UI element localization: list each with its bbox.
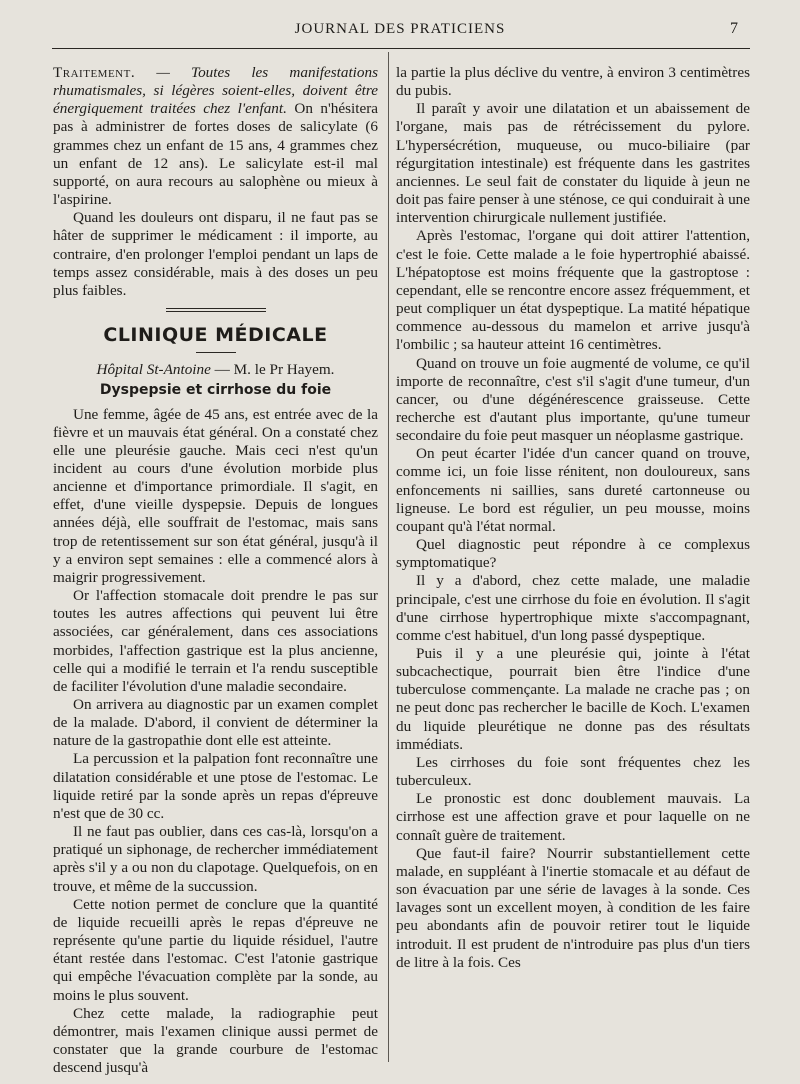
heading-rule bbox=[196, 352, 236, 353]
section-separator bbox=[166, 308, 266, 312]
section-heading: CLINIQUE MÉDICALE bbox=[103, 324, 328, 347]
paragraph: Chez cette malade, la radiographie peut démontrer, mais l'examen clinique aussi permet de constater que la grande courbure de l'estomac descend jusqu'à bbox=[53, 1004, 378, 1077]
page-number: 7 bbox=[730, 20, 738, 37]
paragraph: Cette notion permet de conclure que la quantité de liquide recueilli après le repas d'épreuve ne représente qu'une partie du liquide résiduel, l'autre étant restée dans l'estomac. C'est l'atonie gastrique qui empêche l'évacuation complète par la sonde, au moins le plus souvent. bbox=[53, 895, 378, 1004]
paragraph: Le pronostic est donc doublement mauvais. La cirrhose est une affection grave et pour laquelle on ne connaît guère de traitement. bbox=[396, 790, 750, 844]
paragraph: Que faut-il faire? Nourrir substantiellement cette malade, en suppléant à l'inertie stomacale et au défaut de son évacuation par une série de lavages à la sonde. Ces lavages sont un excellent moyen, à condition de les faire peu abondants afin de pouvoir retirer tout le liquide introduit. Il est prudent de n'introduire pas plus d'un tiers de litre à la fois. Ces bbox=[396, 844, 750, 971]
hospital-line bbox=[53, 361, 378, 379]
paragraph: Les cirrhoses du foie sont fréquentes chez les tuberculeux. bbox=[396, 753, 750, 790]
traitement-paragraph bbox=[53, 64, 378, 209]
hospital-name: Hôpital St-Antoine bbox=[96, 361, 211, 379]
traitement-label: Traitement. bbox=[53, 64, 136, 81]
traitement-italic: — Toutes les manifestations rhumatismales, si légères soient-elles, doivent être énergiquement traitées chez l'enfant. bbox=[53, 64, 378, 118]
paragraph: Quand les douleurs ont disparu, il ne faut pas se hâter de supprimer le médicament : il importe, au contraire, d'en prolonger l'emploi pendant un laps de temps assez considérable, mais à des doses un peu plus faibles. bbox=[53, 209, 378, 299]
column-divider bbox=[388, 52, 389, 1062]
running-head bbox=[0, 18, 800, 44]
paragraph: Il paraît y avoir une dilatation et un abaissement de l'organe, mais pas de rétrécissement du pylore. L'hypersécrétion, muqueuse, ou muco-biliaire (par régurgitation intestinale) est fréquente dans les gastrites anciennes. Le seul fait de constater du liquide à jeun ne doit pas faire penser à une sténose, ce qui conduirait à une intervention chirurgicale nullement justifiée. bbox=[396, 100, 750, 227]
left-column bbox=[53, 64, 378, 1077]
paragraph: On peut écarter l'idée d'un cancer quand on trouve, comme ici, un foie lisse rénitent, non douloureux, sans enfoncements ni saillies, sans dureté cartonneuse ou ligneuse. Le bord est régulier, un peu mousse, moins coupant qu'à l'état normal. bbox=[396, 445, 750, 535]
paragraph: Puis il y a une pleurésie qui, jointe à l'état subcachectique, pourrait bien être l'indice d'une tuberculose commençante. La malade ne crache pas ; on ne peut donc pas rechercher le bacille de Koch. L'examen du liquide pleurétique ne donne pas des résultats immédiats. bbox=[396, 645, 750, 753]
paragraph: Une femme, âgée de 45 ans, est entrée avec de la fièvre et un mauvais état général. On a constaté chez elle une pleurésie gauche. Mais ceci n'est qu'un incident au cours d'une évolution morbide plus ancienne et d'importance primordiale. Il s'agit, en effet, d'une vieille dyspepsie. Depuis de longues années déjà, elle souffrait de l'estomac, mais sans trop de retentissement sur son état général, jusqu'à il y a environ sept semaines : elle a commencé alors à maigrir progressivement. bbox=[53, 405, 378, 586]
article-title: Dyspepsie et cirrhose du foie bbox=[99, 382, 332, 399]
paragraph: Il ne faut pas oublier, dans ces cas-là, lorsqu'on a pratiqué un siphonage, de rechercher immédiatement après s'il y a ou non du clapotage. Quelquefois, on en trouve, et même de la succussion. bbox=[53, 823, 378, 895]
paragraph: La percussion et la palpation font reconnaître une dilatation considérable et une ptose de l'estomac. Le liquide retiré par la sonde après un repas d'épreuve n'est que de 30 cc. bbox=[53, 750, 378, 822]
header-rule bbox=[52, 48, 750, 49]
traitement-text: On n'hésitera pas à administrer de fortes doses de salicylate (6 grammes chez un enfant de 15 ans, 4 grammes chez un enfant de 12 ans). Le salicylate est-il mal supporté, on aura recours au salophène ou mieux à l'aspirine. bbox=[53, 100, 378, 209]
paragraph: Quand on trouve un foie augmenté de volume, ce qu'il importe de reconnaître, c'est s'il s'agit d'une tumeur, d'un cancer, ou d'une dégénérescence graisseuse. Cette recherche est d'autant plus importante, qu'une tumeur secondaire du foie peut masquer un néoplasme gastrique. bbox=[396, 354, 750, 445]
paragraph-continued: la partie la plus déclive du ventre, à environ 3 centimètres du pubis. bbox=[396, 64, 750, 100]
paragraph: Il y a d'abord, chez cette malade, une maladie principale, c'est une cirrhose du foie en évolution. Il s'agit d'une cirrhose hypertrophique mixte s'accompagnant, comme c'est habituel, d'un long passé dyspeptique. bbox=[396, 572, 750, 644]
right-column bbox=[396, 64, 750, 972]
paragraph: On arrivera au diagnostic par un examen complet de la malade. D'abord, il convient de déterminer la nature de la gastropathie dont elle est atteinte. bbox=[53, 696, 378, 750]
paragraph: Après l'estomac, l'organe qui doit attirer l'attention, c'est le foie. Cette malade a le foie hypertrophié abaissé. L'hépatoptose est moins fréquente que la gastroptose : cependant, elle se rencontre encore assez fréquemment, et peut compliquer un état dyspeptique. La matité hépatique commence au-dessous du mamelon et arrive jusqu'à l'ombilic ; sa hauteur atteint 16 centimètres. bbox=[396, 227, 750, 354]
paragraph: Or l'affection stomacale doit prendre le pas sur toutes les autres affections qui peuvent lui être associées, car généralement, dans ces associations morbides, l'affection gastrique est la plus ancienne, celle qui a modifié le terrain et l'a rendu susceptible de faciliter l'évolution d'une maladie secondaire. bbox=[53, 587, 378, 695]
paragraph: Quel diagnostic peut répondre à ce complexus symptomatique? bbox=[396, 536, 750, 572]
author: — M. le Pr Hayem. bbox=[214, 361, 335, 379]
journal-title: JOURNAL DES PRATICIENS bbox=[294, 21, 506, 37]
